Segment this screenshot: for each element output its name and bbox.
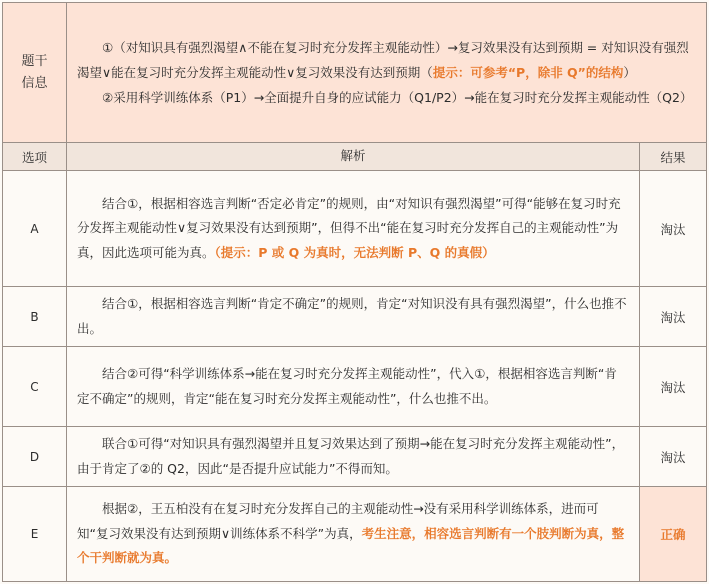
analysis-main: 根据②，王五柏没有在复习时充分发挥自己的主观能动性→没有采用科学训练体系，进而可知“复习效果没有达到预期∨训练体系不科学”为真， xyxy=(77,501,599,541)
stem-label-line1: 题干 xyxy=(21,53,48,69)
result-label: 淘汰 xyxy=(660,449,686,465)
stem-para1-end: ） xyxy=(623,65,636,80)
stem-paragraph-1 xyxy=(77,35,696,85)
analysis-text xyxy=(67,427,640,486)
analysis-table xyxy=(2,2,707,582)
result-label: 淘汰 xyxy=(660,221,686,237)
result-label: 淘汰 xyxy=(660,379,686,395)
analysis-text xyxy=(67,287,640,346)
table-row xyxy=(3,347,706,427)
analysis-text xyxy=(67,347,640,426)
table-row xyxy=(3,427,706,487)
header-result: 结果 xyxy=(660,149,686,165)
stem-label-line2: 信息 xyxy=(21,75,48,91)
stem-paragraph-2: ②采用科学训练体系（P1）→全面提升自身的应试能力（Q1/P2）→能在复习时充分发挥主观能动性（Q2） xyxy=(102,90,693,105)
analysis-main: 结合①，根据相容选言判断“肯定不确定”的规则，肯定“对知识没有具有强烈渴望”，什么也推不出。 xyxy=(77,296,627,336)
option-label: C xyxy=(3,347,67,426)
stem-para1-hint: 提示：可参考“P，除非 Q”的结构 xyxy=(432,65,624,80)
analysis-main: 结合②可得“科学训练体系→能在复习时充分发挥主观能动性”，代入①，根据相容选言判断“肯定不确定”的规则，肯定“能在复习时充分发挥主观能动性”，什么也推不出。 xyxy=(77,366,617,406)
result-label: 淘汰 xyxy=(660,309,686,325)
option-label: D xyxy=(3,427,67,486)
analysis-hint: 考生注意，相容选言判断有一个肢判断为真，整个干判断就为真。 xyxy=(77,525,625,566)
stem-info-row xyxy=(3,3,706,143)
analysis-hint: （提示：P 或 Q 为真时，无法判断 P、Q 的真假） xyxy=(214,244,495,260)
analysis-main: 联合①可得“对知识具有强烈渴望并且复习效果达到了预期→能在复习时充分发挥主观能动性”，由于肯定了②的 Q2，因此“是否提升应试能力”不得而知。 xyxy=(77,436,625,476)
header-analysis: 解析 xyxy=(67,143,640,170)
table-row xyxy=(3,287,706,347)
analysis-text xyxy=(67,487,640,581)
table-row xyxy=(3,171,706,287)
stem-info-label xyxy=(3,3,67,142)
table-header-row xyxy=(3,143,706,171)
table-row xyxy=(3,487,706,581)
option-label: A xyxy=(3,171,67,286)
analysis-main: 结合①，根据相容选言判断“否定必肯定”的规则，由“对知识有强烈渴望”可得“能够在复习时充分发挥主观能动性∨复习效果没有达到预期”，但得不出“能在复习时充分发挥自己的主观能动性”为真，因此选项可能为真。 xyxy=(77,195,621,260)
result-label-correct: 正确 xyxy=(640,487,706,581)
stem-info-content xyxy=(67,3,706,142)
analysis-text xyxy=(67,171,640,286)
option-label: B xyxy=(3,287,67,346)
stem-para1-main: ①（对知识具有强烈渴望∧不能在复习时充分发挥主观能动性）→复习效果没有达到预期 = 对知识没有强烈渴望∨能在复习时充分发挥主观能动性∨复习效果没有达到预期（ xyxy=(77,40,689,80)
header-option: 选项 xyxy=(3,143,67,170)
option-label: E xyxy=(3,487,67,581)
